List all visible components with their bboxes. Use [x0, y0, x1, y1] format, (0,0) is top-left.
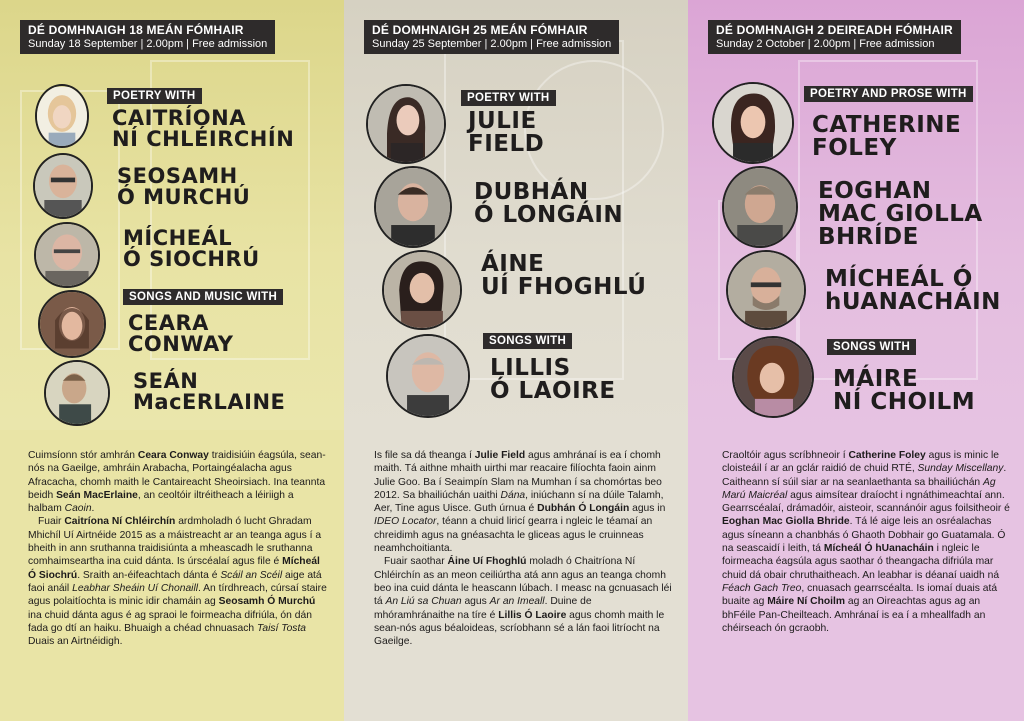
performer-name: SEOSAMH Ó MURCHÚ: [117, 164, 251, 209]
portrait-photo: [722, 166, 798, 248]
bio-paragraph: Fuair saothar Áine Uí Fhoghlú moladh ó Chaitríona Ní Chléirchín as an meon ceiliúrtha atá ann agus an teanga chomh beo ina cuid dánta le heascann lúbach. I measc na gcnuasach léi tá An Liú sa Chuan agus Ar an Imeall. Duine de mhóramhránaithe na tíre é Lillis Ó Laoire agus chomh maith le sean-nós agus béaloideas, scríobhann sé a lán faoi litríocht na Gaeilge.: [374, 556, 672, 648]
songs-with-label: SONGS WITH: [483, 333, 572, 349]
bio-text: [374, 449, 674, 648]
date-banner: [20, 20, 275, 54]
performer-name: MÁIRE NÍ CHOILM: [833, 366, 976, 415]
portrait-photo: [712, 82, 794, 164]
performer-name: CAITRÍONA NÍ CHLÉIRCHÍN: [112, 106, 295, 151]
date-banner: [364, 20, 619, 54]
portrait-photo: [382, 250, 462, 330]
bio-paragraph: Craoltóir agus scríbhneoir í Catherine Foley agus is minic le cloisteáil í ar an gclár raidió de chuid RTÉ, Sunday Miscellany. Caitheann sí súil siar ar na seanlaethanta sa bhailiúchán Ag Marú Maicréal agus aimsítear draíocht i ngnáthimeachtaí ann. Gearrscéalaí, drámadóir, aisteoir, scannánóir agus foilsitheoir é Eoghan Mac Giolla Bhride. Tá lé aige leis an osréalachas agus síneann a chanbhás ó Ghaoth Dobhair go Guatamala. Ó na seascaidí i leith, tá Mícheál Ó hUanacháin i ngleic le foirmeacha éagsúla agus saothar ó theangacha difriúla mar chuid dá obair chruthaitheach. An leabhar is déanaí uaidh ná Féach Gach Treo, cnuasach gearrscéalta. Is iomaí duais atá buaite ag Máire Ní Choilm ag an Oireachtas agus ag an bhFéile Pan-Cheilteach. Amhránaí is ea í a mheallfadh an chéirseach ón gcraobh.: [722, 450, 1010, 634]
poetry-with-label: POETRY WITH: [107, 88, 202, 104]
portrait-photo: [366, 84, 446, 164]
portrait-photo: [35, 84, 89, 148]
date-english: Sunday 25 September | 2.00pm | Free admission: [372, 38, 612, 50]
songs-and-music-with-label: SONGS AND MUSIC WITH: [123, 289, 283, 305]
portrait-photo: [33, 153, 93, 219]
performer-name: ÁINE UÍ FHOGHLÚ: [481, 251, 647, 300]
column-sep-18: [0, 0, 344, 721]
performer-name: JULIE FIELD: [468, 108, 545, 157]
performer-name: LILLIS Ó LAOIRE: [490, 355, 616, 404]
songs-with-label: SONGS WITH: [827, 339, 916, 355]
performer-name: MÍCHEÁL Ó hUANACHÁIN: [825, 266, 1001, 315]
column-sep-25: [344, 0, 688, 721]
poetry-with-label: POETRY WITH: [461, 90, 556, 106]
performer-name: CEARA CONWAY: [128, 311, 234, 356]
date-irish: DÉ DOMHNAIGH 2 DEIREADH FÓMHAIR: [716, 23, 953, 37]
bio-text: [722, 449, 1014, 635]
portrait-photo: [732, 336, 814, 418]
poetry-and-prose-with-label: POETRY AND PROSE WITH: [804, 86, 973, 102]
portrait-photo: [34, 222, 100, 288]
bio-paragraph: Cuimsíonn stór amhrán Ceara Conway traidisiúin éagsúla, sean-nós na Gaeilge, amhráin Arabacha, Portaingéalacha agus Afracacha, chomh maith le Cantaireacht Sheoirsiach. Ina teannta beidh Seán MacErlaine, an ceoltóir iltréitheach a léiriigh a halbam Caoin.: [28, 450, 326, 515]
performer-name: EOGHAN MAC GIOLLA BHRÍDE: [818, 178, 983, 250]
portrait-photo: [374, 166, 452, 248]
date-irish: DÉ DOMHNAIGH 25 MEÁN FÓMHAIR: [372, 23, 588, 37]
performer-name: MÍCHEÁL Ó SIOCHRÚ: [123, 226, 260, 271]
date-irish: DÉ DOMHNAIGH 18 MEÁN FÓMHAIR: [28, 23, 244, 37]
column-oct-2: [688, 0, 1024, 721]
performer-name: DUBHÁN Ó LONGÁIN: [474, 179, 624, 228]
performer-name: SEÁN MacERLAINE: [133, 369, 286, 414]
portrait-photo: [44, 360, 110, 426]
date-banner: [708, 20, 961, 54]
bio-paragraph: Fuair Caitríona Ní Chléirchín ardmholadh ó lucht Ghradam Mhichíl Uí Airtnéide 2015 as a máistreacht ar an teanga agus í a bheith in ann sruthanna traidisiúnta a mheascadh le sruthanna comhaimseartha ina cuid dánta. Is úrscéalaí agus file é Mícheál Ó Siochrú. Sraith an-éifeachtach dánta é Scáil an Scéil aige atá faoi anáil Leabhar Sheáin Uí Chonaill. An tírdhreach, cúrsaí staire agus polaitíochta is minic idir chamáin ag Seosamh Ó Murchú ina chuid dánta agus é ag spraoi le foirmeacha difriúla, ón dán fada go dtí an haiku. Bhuaigh a chéad chnuasach Taisí Tosta Duais an Airtnéidigh.: [28, 516, 327, 648]
date-english: Sunday 18 September | 2.00pm | Free admission: [28, 38, 268, 50]
portrait-photo: [726, 250, 806, 330]
date-english: Sunday 2 October | 2.00pm | Free admission: [716, 38, 935, 50]
bio-text: [28, 449, 328, 648]
performer-name: CATHERINE FOLEY: [812, 112, 962, 161]
portrait-photo: [38, 290, 106, 358]
bio-paragraph: Is file sa dá theanga í Julie Field agus amhránaí is ea í chomh maith. Tá aithne mhaith uirthi mar reacaire filíochta faoin ainm Julie Goo. Ba í Seaimpín Slam na Mumhan í sa chomórtas beo 2012. Sa bhailiúchán uaithi Dána, iniúchann sí na dúile Talamh, Aer, Tine agus Uisce. Guth úrnua é Dubhán Ó Longáin agus in IDEO Locator, téann a chuid liricí gearra i ngleic le téamaí an chreidimh agus na gnéasachta le gliceas agus le cruinneas neamhchoitianta.: [374, 450, 666, 555]
portrait-photo: [386, 334, 470, 418]
